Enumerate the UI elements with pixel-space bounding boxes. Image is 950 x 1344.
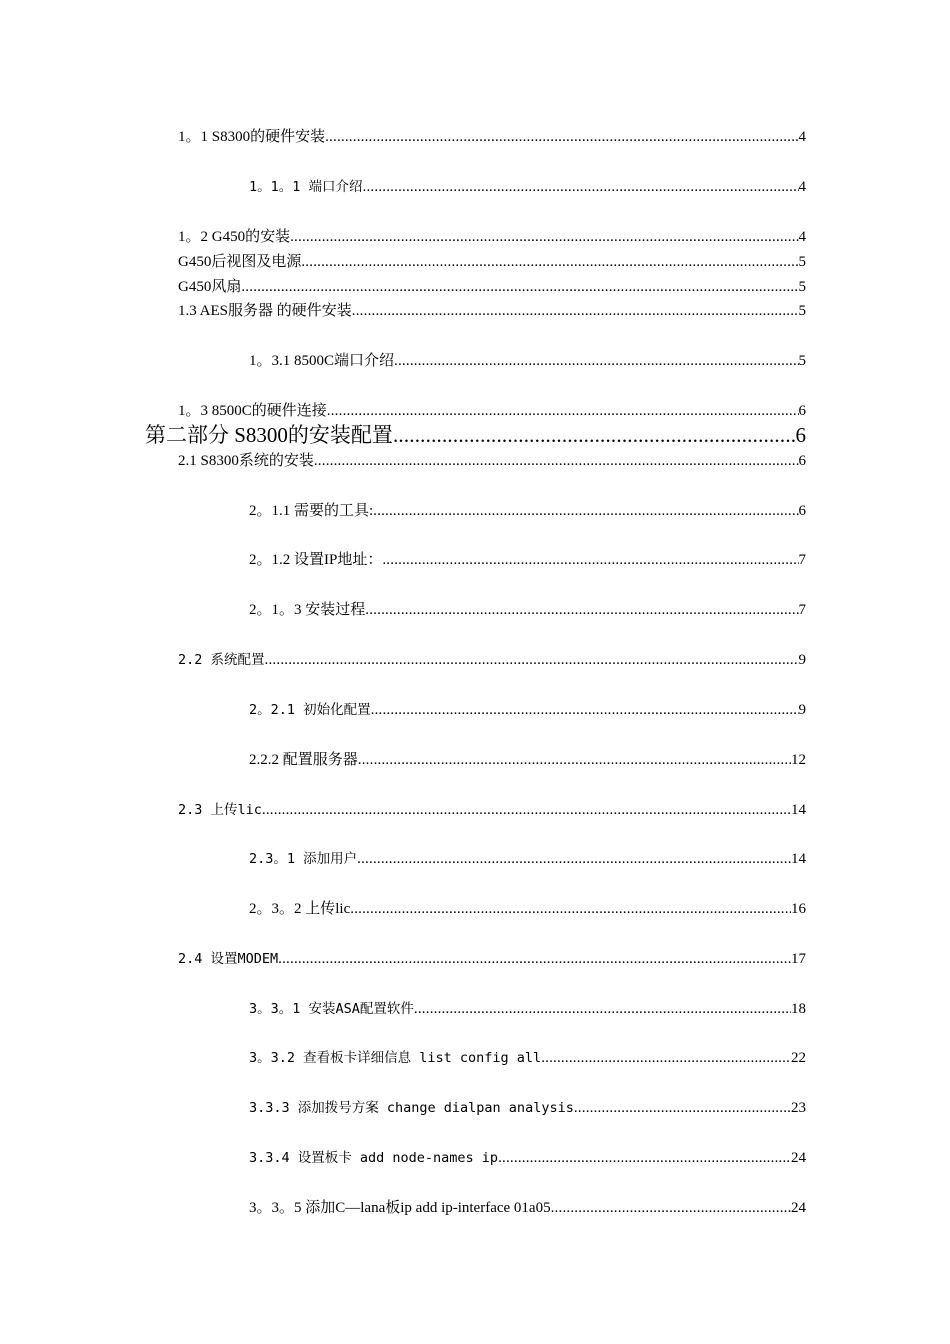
toc-entry[interactable] [178,128,806,146]
toc-page-number: 14 [791,851,806,867]
toc-page-number: 12 [791,752,806,768]
toc-entry[interactable] [249,1149,806,1167]
toc-entry[interactable] [249,850,806,868]
dot-leader [265,651,799,669]
toc-entry-label: 2。3。2 上传lic [249,901,351,917]
dot-leader [278,950,791,968]
toc-page-number: 5 [798,353,806,369]
toc-page-number: 18 [791,1001,806,1017]
toc-page-number: 16 [791,901,806,917]
dot-leader [373,502,798,520]
toc-page-number: 6 [798,403,806,419]
toc-entry-label: 2.1 S8300系统的安装 [178,453,314,469]
toc-entry-label: 2.3。1 添加用户 [249,851,358,867]
toc-entry[interactable] [178,651,806,669]
toc-page-number: 5 [798,279,806,295]
dot-leader [357,850,791,868]
toc-page-number: 24 [791,1200,806,1216]
toc-entry-label: 第二部分 S8300的安装配置 [145,423,393,447]
dot-leader [290,228,798,246]
toc-entry[interactable] [249,751,806,769]
dot-leader [414,1000,791,1018]
dot-leader [551,1199,791,1217]
toc-entry[interactable] [178,452,806,470]
toc-entry-label: G450风扇 [178,279,242,295]
toc-entry-label: 1。1。1 端口介绍 [249,179,363,195]
toc-entry[interactable] [178,278,806,296]
toc-entry-label: 2。2.1 初始化配置 [249,702,371,718]
toc-entry-label: 2.4 设置MODEM [178,951,279,967]
toc-page-number: 5 [798,254,806,270]
toc-entry-label: G450后视图及电源 [178,254,302,270]
toc-page-number: 7 [798,602,806,618]
dot-leader [574,1099,791,1117]
toc-entry[interactable] [178,801,806,819]
toc-entry[interactable] [249,1000,806,1018]
toc-entry-label: 3。3。5 添加C—lana板ip add ip-interface 01a05 [249,1200,551,1216]
toc-entry[interactable] [178,950,806,968]
toc-entry[interactable] [249,1199,806,1217]
dot-leader [301,253,798,271]
toc-entry-label: 2。1.1 需要的工具: [249,503,374,519]
dot-leader [371,701,799,719]
toc-entry-label: 3。3.2 查看板卡详细信息 list config all [249,1050,542,1066]
toc-page-number: 6 [795,423,806,447]
toc-page-number: 9 [798,652,806,668]
toc-entry[interactable] [178,253,806,271]
toc-entry-label: 3。3。1 安装ASA配置软件 [249,1001,414,1017]
toc-entry-label: 1。3 8500C的硬件连接 [178,403,327,419]
toc-entry-label: 2.2.2 配置服务器 [249,752,358,768]
toc-part-heading[interactable] [145,423,806,447]
dot-leader [352,302,799,320]
toc-entry-label: 1。1 S8300的硬件安装 [178,129,326,145]
dot-leader [382,551,798,569]
toc-entry[interactable] [249,900,806,918]
toc-entry[interactable] [249,701,806,719]
dot-leader [262,801,791,819]
toc-entry[interactable] [178,302,806,320]
toc-entry-label: 2.3 上传lic [178,802,262,818]
dot-leader [363,178,799,196]
toc-entry-label: 2.2 系统配置 [178,652,265,668]
dot-leader [394,352,798,370]
toc-entry[interactable] [249,502,806,520]
toc-entry-label: 1.3 AES服务器 的硬件安装 [178,303,352,319]
dot-leader [350,900,791,918]
toc-page-number: 24 [791,1150,806,1166]
toc-page-number: 7 [798,552,806,568]
toc-entry[interactable] [178,228,806,246]
dot-leader [241,278,798,296]
toc-page-number: 6 [798,503,806,519]
toc-page-number: 17 [791,951,806,967]
toc-page-number: 14 [791,802,806,818]
dot-leader [314,452,799,470]
toc-entry[interactable] [249,178,806,196]
toc-entry-label: 1。3.1 8500C端口介绍 [249,353,395,369]
toc-entry[interactable] [178,402,806,420]
dot-leader [365,601,798,619]
dot-leader [393,423,796,447]
toc-page-number: 22 [791,1050,806,1066]
toc-entry[interactable] [249,1099,806,1117]
toc-entry-label: 2。1.2 设置IP地址： [249,552,383,568]
toc-page-number: 5 [798,303,806,319]
dot-leader [325,128,798,146]
toc-page-number: 4 [798,179,806,195]
dot-leader [541,1049,791,1067]
toc-entry-label: 2。1。3 安装过程 [249,602,366,618]
dot-leader [327,402,799,420]
toc-page-number: 6 [798,453,806,469]
toc-page-number: 4 [798,129,806,145]
toc-entry[interactable] [249,1049,806,1067]
toc-page-number: 9 [798,702,806,718]
toc-entry[interactable] [249,352,806,370]
dot-leader [498,1149,791,1167]
toc-entry[interactable] [249,551,806,569]
toc-entry-label: 3.3.4 设置板卡 add node-names ip [249,1150,499,1166]
toc-entry-label: 1。2 G450的安装 [178,229,291,245]
toc-entry-label: 3.3.3 添加拨号方案 change dialpan analysis [249,1100,574,1116]
toc-page-number: 4 [798,229,806,245]
dot-leader [358,751,791,769]
toc-entry[interactable] [249,601,806,619]
toc-page-number: 23 [791,1100,806,1116]
